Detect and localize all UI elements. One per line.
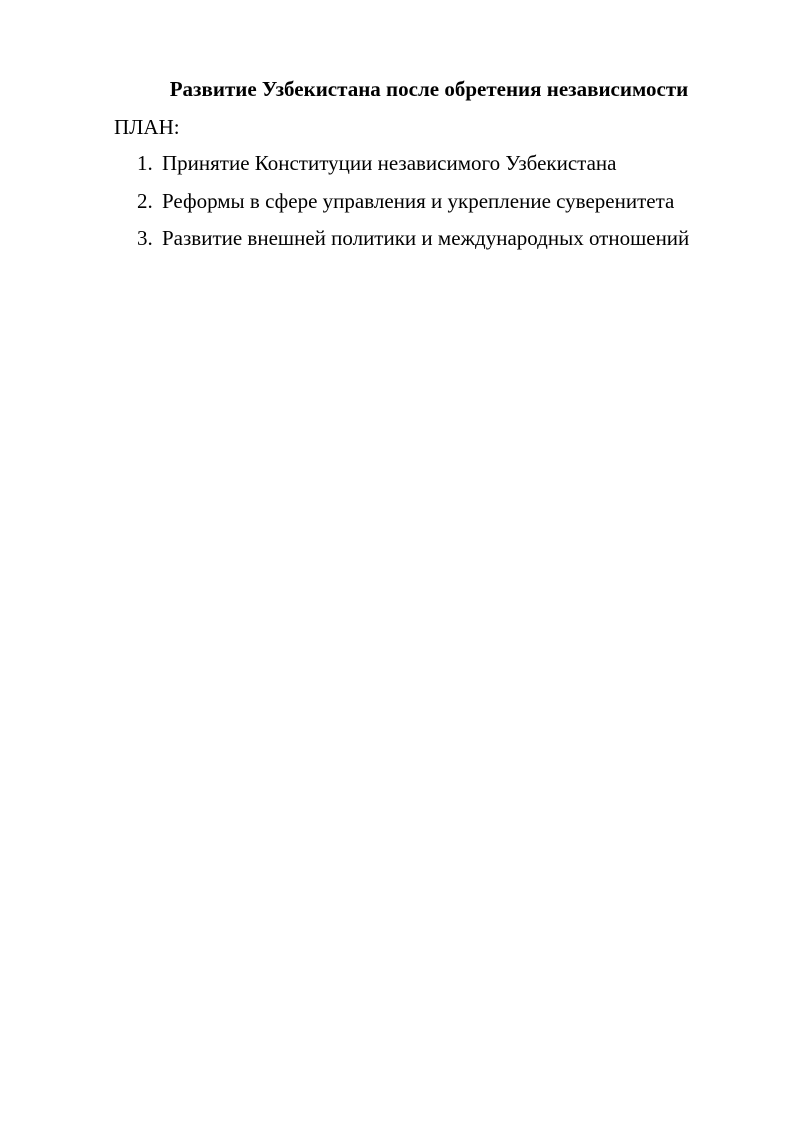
plan-item-number: 1. [137,151,153,175]
plan-item-text: Реформы в сфере управления и укрепление суверенитета [162,188,675,213]
plan-item-number: 3. [137,226,153,250]
plan-item-number: 2. [137,188,153,213]
plan-item-text: Принятие Конституции независимого Узбекистана [162,151,617,175]
document-title: Развитие Узбекистана после обретения независимости [169,77,689,101]
plan-heading: ПЛАН: [114,115,180,139]
plan-item-text: Развитие внешней политики и международных отношений [162,226,690,250]
